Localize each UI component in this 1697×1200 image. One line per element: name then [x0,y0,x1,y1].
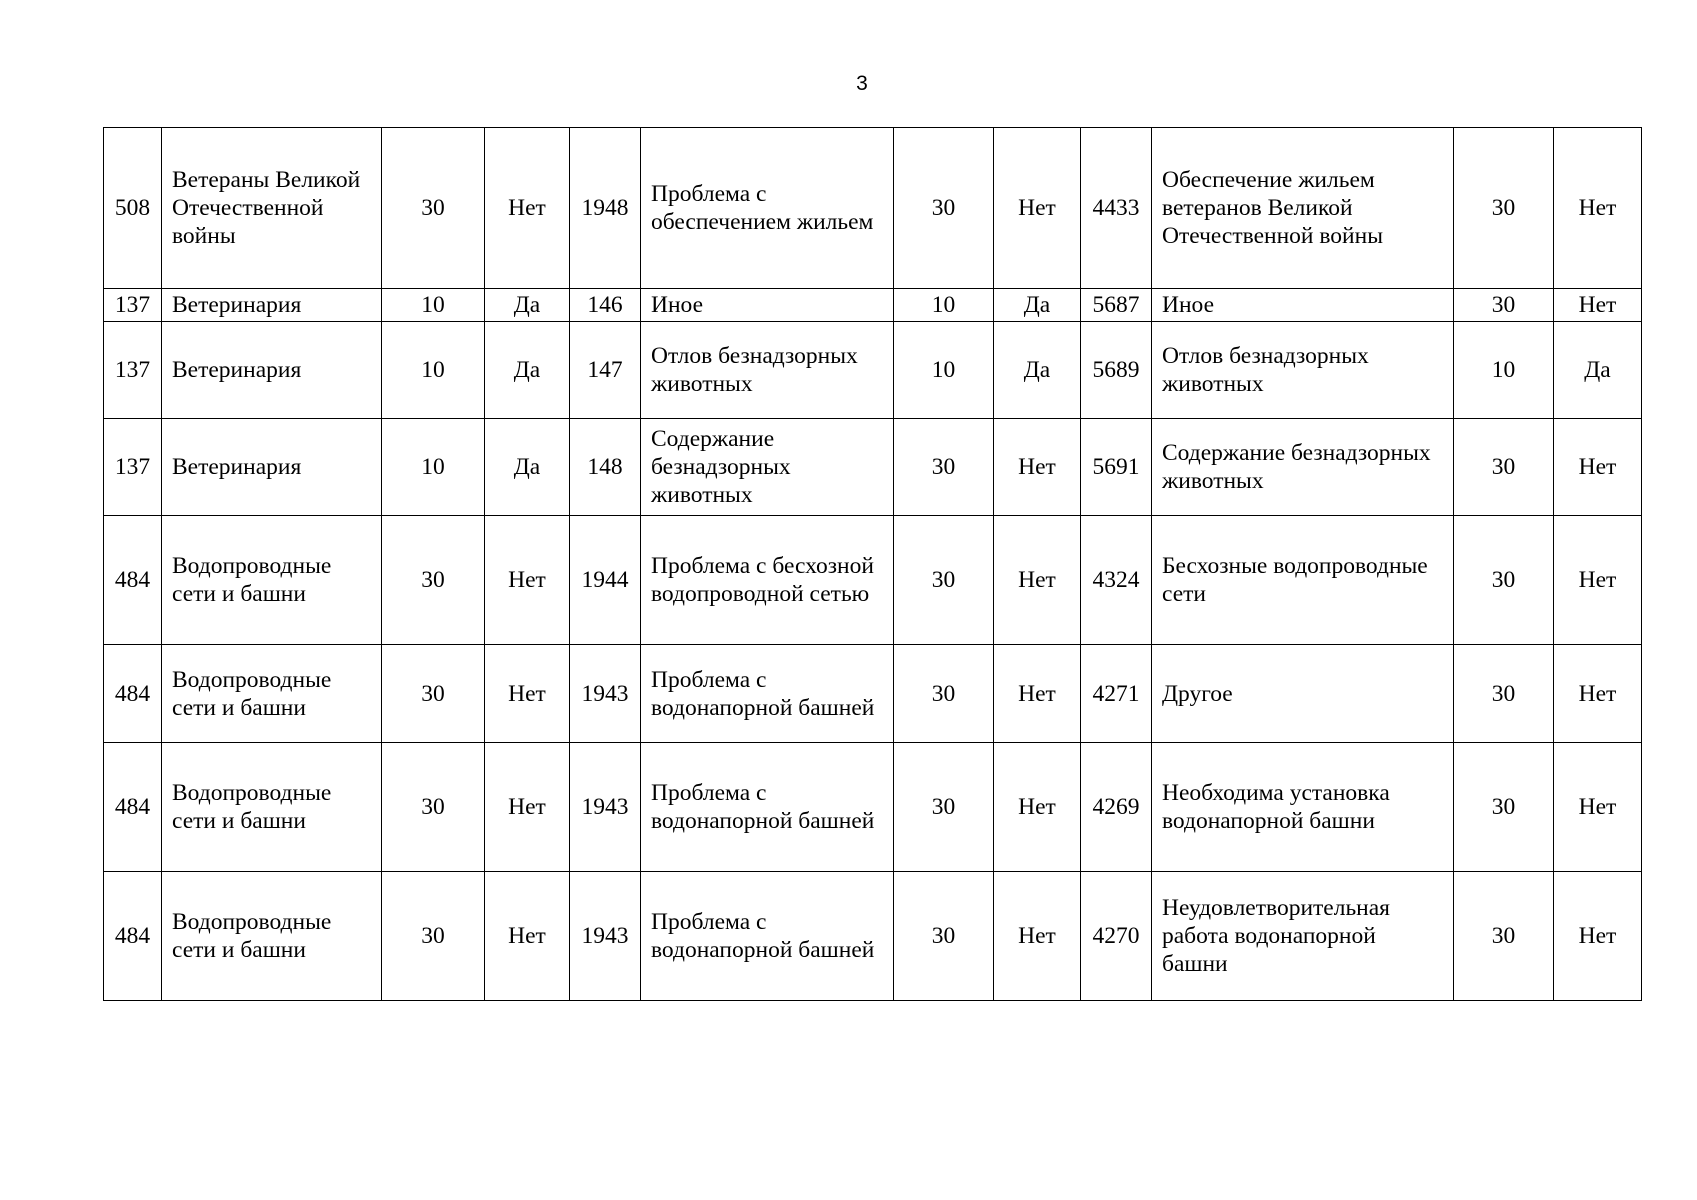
topic-name-cell: Необходима установка водонапорной башни [1152,743,1454,872]
category-flag-cell: Нет [485,743,570,872]
category-name-cell: Водопроводные сети и башни [162,645,382,743]
topic-name-cell: Отлов безнадзорных животных [1152,322,1454,419]
table-row [104,872,1642,1001]
table-row [104,289,1642,322]
subcategory-name-cell: Отлов безнадзорных животных [641,322,894,419]
topic-id-cell: 5691 [1081,419,1152,516]
subcategory-id-cell: 148 [570,419,641,516]
topic-id-cell: 4433 [1081,128,1152,289]
topic-days-cell: 30 [1454,872,1554,1001]
table-row [104,419,1642,516]
data-table [103,127,1642,1001]
subcategory-days-cell: 30 [894,743,994,872]
topic-days-cell: 30 [1454,645,1554,743]
category-id-cell: 137 [104,322,162,419]
topic-name-cell: Иное [1152,289,1454,322]
category-id-cell: 137 [104,289,162,322]
topic-id-cell: 5689 [1081,322,1152,419]
topic-name-cell: Неудовлетворительная работа водонапорной башни [1152,872,1454,1001]
topic-days-cell: 30 [1454,516,1554,645]
category-flag-cell: Да [485,322,570,419]
subcategory-days-cell: 30 [894,419,994,516]
subcategory-name-cell: Проблема с водонапорной башней [641,872,894,1001]
category-id-cell: 484 [104,645,162,743]
table-body [104,128,1642,1001]
category-flag-cell: Нет [485,128,570,289]
subcategory-flag-cell: Да [994,289,1081,322]
topic-flag-cell: Нет [1554,645,1642,743]
category-days-cell: 30 [382,645,485,743]
topic-flag-cell: Нет [1554,419,1642,516]
topic-days-cell: 30 [1454,128,1554,289]
category-name-cell: Водопроводные сети и башни [162,516,382,645]
page-number: 3 [856,72,868,95]
category-name-cell: Ветеринария [162,419,382,516]
topic-days-cell: 30 [1454,289,1554,322]
category-days-cell: 10 [382,419,485,516]
category-name-cell: Водопроводные сети и башни [162,743,382,872]
category-days-cell: 30 [382,516,485,645]
subcategory-flag-cell: Нет [994,743,1081,872]
subcategory-days-cell: 30 [894,128,994,289]
topic-flag-cell: Нет [1554,128,1642,289]
category-name-cell: Ветеринария [162,322,382,419]
category-name-cell: Ветеринария [162,289,382,322]
category-id-cell: 484 [104,872,162,1001]
table-row [104,645,1642,743]
subcategory-days-cell: 10 [894,289,994,322]
subcategory-days-cell: 30 [894,872,994,1001]
category-flag-cell: Нет [485,516,570,645]
subcategory-name-cell: Иное [641,289,894,322]
topic-flag-cell: Нет [1554,872,1642,1001]
topic-id-cell: 4271 [1081,645,1152,743]
topic-days-cell: 30 [1454,419,1554,516]
table-row [104,128,1642,289]
category-flag-cell: Нет [485,645,570,743]
topic-name-cell: Обеспечение жильем ветеранов Великой Отечественной войны [1152,128,1454,289]
category-id-cell: 137 [104,419,162,516]
topic-flag-cell: Нет [1554,516,1642,645]
subcategory-name-cell: Проблема с бесхозной водопроводной сетью [641,516,894,645]
table-row [104,743,1642,872]
subcategory-name-cell: Проблема с водонапорной башней [641,645,894,743]
category-id-cell: 484 [104,743,162,872]
subcategory-id-cell: 147 [570,322,641,419]
table-row [104,322,1642,419]
category-days-cell: 10 [382,322,485,419]
topic-id-cell: 4270 [1081,872,1152,1001]
subcategory-id-cell: 1943 [570,743,641,872]
topic-days-cell: 30 [1454,743,1554,872]
topic-id-cell: 4269 [1081,743,1152,872]
subcategory-days-cell: 10 [894,322,994,419]
topic-flag-cell: Да [1554,322,1642,419]
topic-name-cell: Другое [1152,645,1454,743]
category-days-cell: 30 [382,128,485,289]
topic-flag-cell: Нет [1554,743,1642,872]
subcategory-name-cell: Проблема с обеспечением жильем [641,128,894,289]
category-name-cell: Водопроводные сети и башни [162,872,382,1001]
topic-days-cell: 10 [1454,322,1554,419]
category-name-cell: Ветераны Великой Отечественной войны [162,128,382,289]
subcategory-flag-cell: Нет [994,516,1081,645]
subcategory-days-cell: 30 [894,645,994,743]
topic-id-cell: 5687 [1081,289,1152,322]
subcategory-id-cell: 1944 [570,516,641,645]
topic-name-cell: Содержание безнадзорных животных [1152,419,1454,516]
category-days-cell: 30 [382,743,485,872]
subcategory-flag-cell: Нет [994,872,1081,1001]
subcategory-flag-cell: Да [994,322,1081,419]
subcategory-id-cell: 1943 [570,872,641,1001]
topic-name-cell: Бесхозные водопроводные сети [1152,516,1454,645]
category-id-cell: 484 [104,516,162,645]
category-days-cell: 10 [382,289,485,322]
topic-flag-cell: Нет [1554,289,1642,322]
subcategory-id-cell: 1948 [570,128,641,289]
topic-id-cell: 4324 [1081,516,1152,645]
category-days-cell: 30 [382,872,485,1001]
subcategory-flag-cell: Нет [994,645,1081,743]
subcategory-id-cell: 1943 [570,645,641,743]
subcategory-days-cell: 30 [894,516,994,645]
category-id-cell: 508 [104,128,162,289]
subcategory-flag-cell: Нет [994,419,1081,516]
subcategory-name-cell: Содержание безнадзорных животных [641,419,894,516]
table-row [104,516,1642,645]
subcategory-name-cell: Проблема с водонапорной башней [641,743,894,872]
category-flag-cell: Нет [485,872,570,1001]
category-flag-cell: Да [485,289,570,322]
subcategory-id-cell: 146 [570,289,641,322]
subcategory-flag-cell: Нет [994,128,1081,289]
category-flag-cell: Да [485,419,570,516]
